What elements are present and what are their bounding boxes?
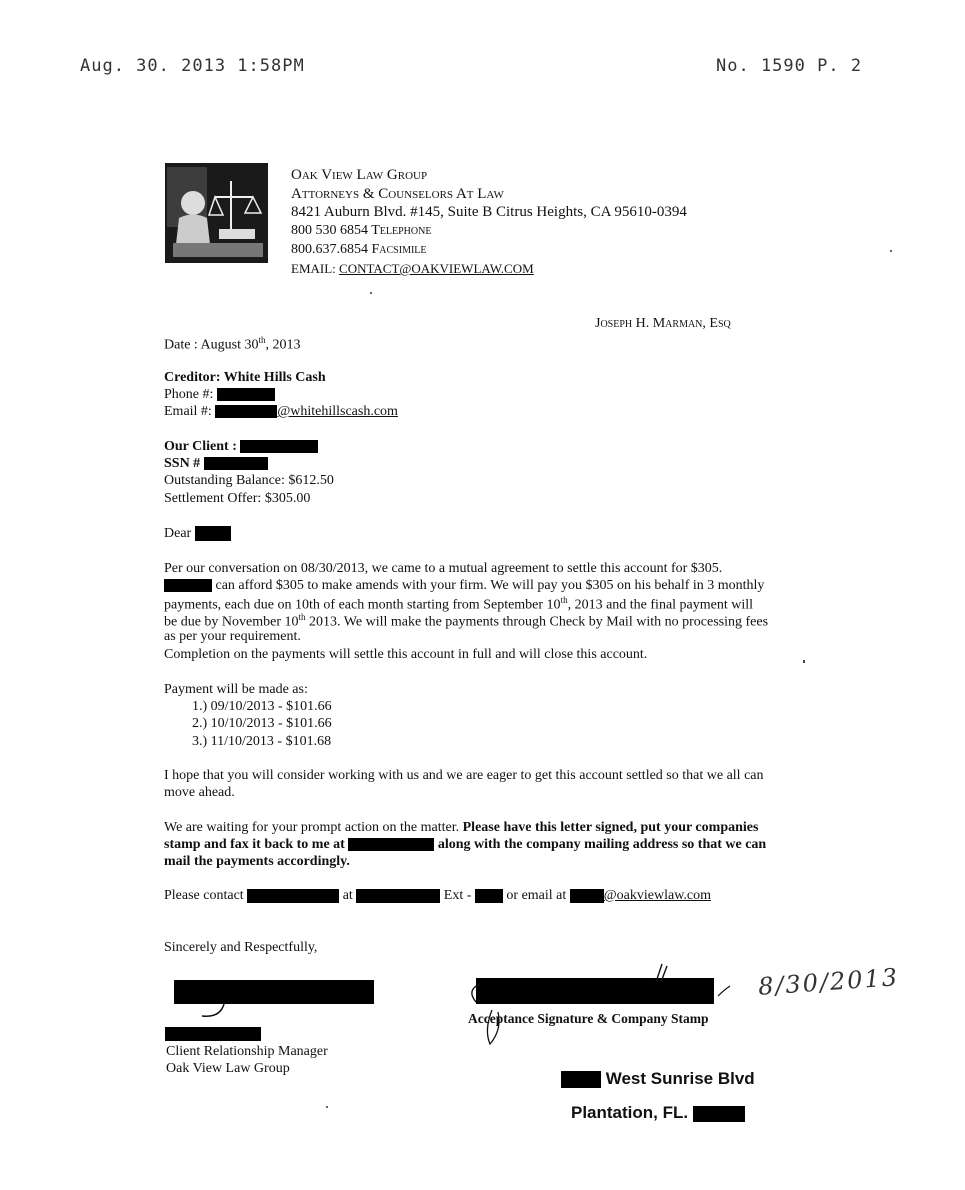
letterhead-email-link[interactable]: CONTACT@OAKVIEWLAW.COM bbox=[339, 261, 534, 276]
contact-text: at bbox=[339, 888, 357, 903]
scan-speck bbox=[326, 1106, 328, 1108]
letterhead-phone: 800 530 6854 Telephone bbox=[291, 223, 432, 238]
stamp-street bbox=[561, 1069, 755, 1089]
redaction-bar bbox=[570, 889, 604, 903]
client-label bbox=[164, 439, 318, 455]
letterhead-fax: 800.637.6854 Facsimile bbox=[291, 242, 427, 257]
scan-speck bbox=[890, 250, 892, 252]
payment-item: 2.) 10/10/2013 - $101.66 bbox=[192, 716, 332, 731]
redaction-bar bbox=[204, 457, 268, 470]
letter-date bbox=[164, 335, 301, 354]
scan-speck bbox=[370, 292, 372, 294]
creditor-email-label: Email #: bbox=[164, 404, 212, 419]
body-line: move ahead. bbox=[164, 785, 235, 800]
body-line-text: We are waiting for your prompt action on the matter. bbox=[164, 820, 463, 835]
logo-scales-of-justice-icon bbox=[165, 163, 268, 263]
handwritten-date: 8/30/2013 bbox=[757, 963, 900, 1001]
client-ssn-label: SSN # bbox=[164, 456, 201, 471]
redaction-bar bbox=[356, 889, 440, 903]
fax-page-number: No. 1590 P. 2 bbox=[716, 56, 863, 76]
redaction-bar bbox=[475, 889, 503, 903]
fax-datetime: Aug. 30. 2013 1:58PM bbox=[80, 56, 305, 76]
client-label-text: Our Client : bbox=[164, 439, 237, 454]
letterhead-firm-name: Oak View Law Group bbox=[291, 167, 428, 183]
body-line-text-bold: Please have this letter signed, put your companies bbox=[462, 820, 759, 835]
creditor-email-domain[interactable]: @whitehillscash.com bbox=[277, 404, 398, 419]
body-line bbox=[164, 612, 768, 631]
body-line-text: , 2013 and the final payment will bbox=[567, 597, 754, 613]
letterhead-email-line bbox=[291, 260, 534, 278]
redacted-signer-name bbox=[165, 1027, 261, 1041]
body-line bbox=[164, 820, 758, 836]
signer-title: Client Relationship Manager bbox=[166, 1044, 328, 1059]
stamp-city bbox=[571, 1103, 745, 1123]
redaction-bar bbox=[195, 526, 231, 541]
client-ssn bbox=[164, 456, 268, 472]
body-line-text: payments, each due on 10th of each month starting from September 10 bbox=[164, 597, 561, 613]
salutation-text: Dear bbox=[164, 526, 192, 541]
body-line bbox=[164, 837, 766, 853]
redaction-bar bbox=[693, 1106, 745, 1122]
redaction-bar bbox=[561, 1071, 601, 1088]
firm-logo bbox=[165, 163, 268, 263]
settlement-offer: Settlement Offer: $305.00 bbox=[164, 491, 311, 506]
redaction-bar bbox=[217, 388, 275, 401]
contact-text: or email at bbox=[502, 888, 570, 903]
body-line-text-bold: stamp and fax it back to me at bbox=[164, 837, 349, 852]
letterhead-tagline: Attorneys & Counselors At Law bbox=[291, 186, 504, 202]
redaction-bar bbox=[247, 889, 339, 903]
outstanding-balance: Outstanding Balance: $612.50 bbox=[164, 473, 334, 488]
body-line-text: be due by November 10 bbox=[164, 614, 299, 630]
body-line: Per our conversation on 08/30/2013, we came to a mutual agreement to settle this account for $305. bbox=[164, 561, 723, 576]
redaction-bar bbox=[164, 579, 212, 592]
body-sup: th bbox=[298, 612, 306, 622]
body-line: mail the payments accordingly. bbox=[164, 854, 350, 869]
date-year: , 2013 bbox=[265, 337, 301, 353]
attorney-name: Joseph H. Marman, Esq bbox=[595, 316, 731, 331]
redaction-bar bbox=[240, 440, 318, 453]
body-line-text: can afford $305 to make amends with your firm. We will pay you $305 on his behalf in 3 monthly bbox=[212, 578, 765, 593]
body-line-text-bold: along with the company mailing address so that we can bbox=[434, 837, 767, 852]
stamp-city-text: Plantation, FL. bbox=[571, 1103, 693, 1122]
body-sup: th bbox=[560, 595, 568, 605]
letterhead-address: 8421 Auburn Blvd. #145, Suite B Citrus Heights, CA 95610-0394 bbox=[291, 204, 687, 220]
body-line: as per your requirement. bbox=[164, 629, 301, 644]
creditor-title: Creditor: White Hills Cash bbox=[164, 370, 326, 385]
creditor-email bbox=[164, 404, 398, 420]
payment-intro: Payment will be made as: bbox=[164, 682, 308, 697]
payment-item: 3.) 11/10/2013 - $101.68 bbox=[192, 734, 332, 749]
contact-text: Please contact bbox=[164, 888, 248, 903]
redaction-bar bbox=[215, 405, 277, 418]
body-line bbox=[164, 595, 753, 614]
date-sup: th bbox=[258, 335, 266, 345]
redaction-bar bbox=[348, 838, 434, 851]
body-line: Completion on the payments will settle this account in full and will close this account. bbox=[164, 647, 648, 662]
contact-email-domain[interactable]: @oakviewlaw.com bbox=[603, 888, 712, 903]
body-line: I hope that you will consider working with us and we are eager to get this account settled so that we all can bbox=[164, 768, 764, 783]
scan-speck bbox=[803, 660, 805, 663]
payment-item: 1.) 09/10/2013 - $101.66 bbox=[192, 699, 332, 714]
signature-stroke-icon bbox=[200, 1000, 230, 1020]
body-line-text: 2013. We will make the payments through Check by Mail with no processing fees bbox=[305, 614, 769, 630]
handwritten-signature-icon bbox=[462, 960, 742, 1050]
body-line bbox=[164, 578, 764, 594]
creditor-phone bbox=[164, 387, 275, 403]
closing: Sincerely and Respectfully, bbox=[164, 940, 318, 955]
signer-org: Oak View Law Group bbox=[166, 1061, 290, 1076]
letterhead-email-label: EMAIL: bbox=[291, 261, 340, 276]
salutation bbox=[164, 526, 231, 542]
stamp-street-text: West Sunrise Blvd bbox=[601, 1069, 755, 1088]
date-label: Date : August 30 bbox=[164, 337, 259, 353]
contact-line bbox=[164, 888, 711, 904]
creditor-phone-label: Phone #: bbox=[164, 387, 214, 402]
acceptance-label: Acceptance Signature & Company Stamp bbox=[468, 1011, 709, 1026]
contact-text: Ext - bbox=[440, 888, 475, 903]
